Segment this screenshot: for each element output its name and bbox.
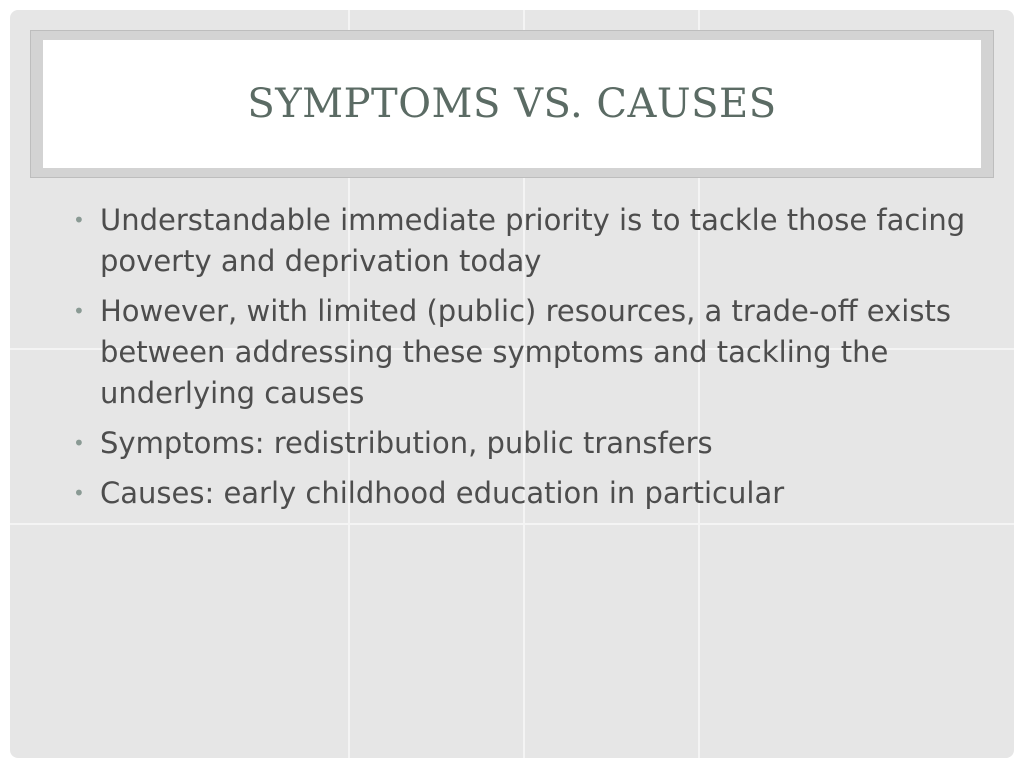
bullet-text: Understandable immediate priority is to tackle those facing poverty and deprivation today: [100, 203, 966, 278]
bullet-item: [72, 473, 992, 514]
bullet-marker: •: [73, 481, 85, 505]
bullet-text: However, with limited (public) resources, a trade-off exists between addressing these symptoms and tackling the underlying causes: [100, 294, 951, 410]
bullet-list: [72, 200, 992, 523]
background-grid-line: [10, 523, 1014, 525]
bullet-item: [72, 200, 992, 282]
slide: [10, 10, 1014, 758]
title-box: [43, 40, 981, 168]
bullet-marker: •: [73, 208, 85, 232]
slide-title: SYMPTOMS VS. CAUSES: [247, 81, 777, 127]
bullet-text: Symptoms: redistribution, public transfers: [100, 426, 713, 460]
bullet-item: [72, 423, 992, 464]
bullet-item: [72, 291, 992, 414]
bullet-marker: •: [73, 431, 85, 455]
bullet-marker: •: [73, 299, 85, 323]
bullet-text: Causes: early childhood education in particular: [100, 476, 785, 510]
title-frame: [30, 30, 994, 178]
